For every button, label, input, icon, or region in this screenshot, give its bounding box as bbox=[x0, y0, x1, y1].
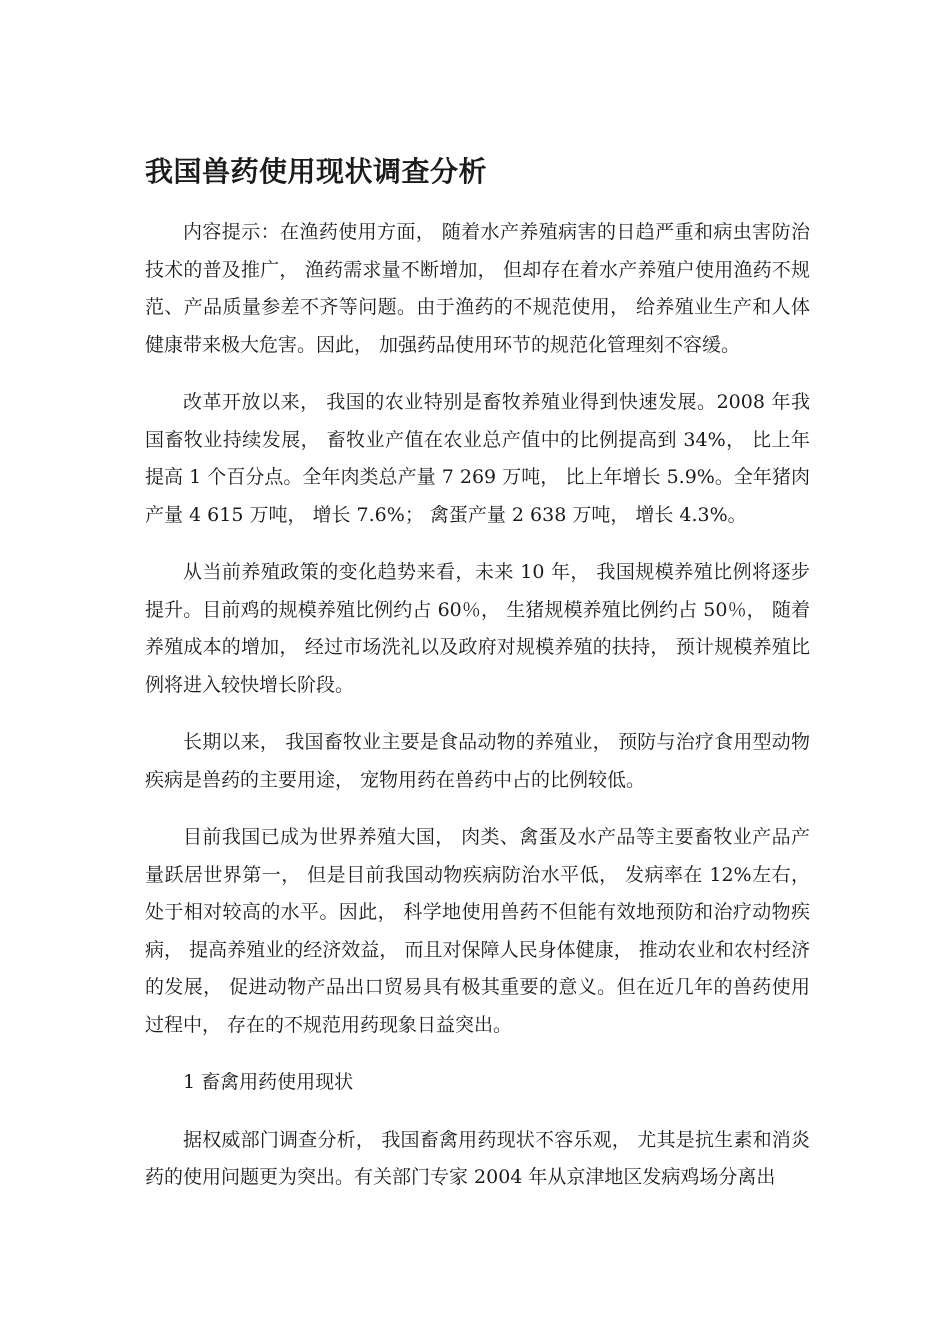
paragraph-longterm: 长期以来， 我国畜牧业主要是食品动物的养殖业， 预防与治疗食用型动物疾病是兽药的主要用途， 宠物用药在兽药中占的比例较低。 bbox=[145, 731, 810, 791]
document-page bbox=[145, 150, 810, 1217]
paragraph-reform: 改革开放以来， 我国的农业特别是畜牧养殖业得到快速发展。2008 年我国畜牧业持续发展， 畜牧业产值在农业总产值中的比例提高到 34%， 比上年提高 1 个百分点。全年肉类总产量 7 269 万吨， 比上年增长 5.9%。全年猪肉产量 4 615 万吨， 增长 7.6%； 禽蛋产量 2 638 万吨， 增长 4.3%。 bbox=[145, 391, 810, 526]
paragraph-summary: 内容提示：在渔药使用方面， 随着水产养殖病害的日趋严重和病虫害防治技术的普及推广， 渔药需求量不断增加， 但却存在着水产养殖户使用渔药不规范、产品质量参差不齐等问题。由于渔药的不规范使用， 给养殖业生产和人体健康带来极大危害。因此， 加强药品使用环节的规范化管理刻不容缓。 bbox=[145, 221, 810, 356]
paragraph-current: 目前我国已成为世界养殖大国， 肉类、禽蛋及水产品等主要畜牧业产品产量跃居世界第一， 但是目前我国动物疾病防治水平低， 发病率在 12%左右，处于相对较高的水平。因此， 科学地使用兽药不但能有效地预防和治疗动物疾病， 提高养殖业的经济效益， 而且对保障人民身体健康， 推动农业和农村经济的发展， 促进动物产品出口贸易具有极其重要的意义。但在近几年的兽药使用过程中， 存在的不规范用药现象日益突出。 bbox=[145, 826, 810, 1036]
paragraph-analysis: 据权威部门调查分析， 我国畜禽用药现状不容乐观， 尤其是抗生素和消炎药的使用问题更为突出。有关部门专家 2004 年从京津地区发病鸡场分离出 bbox=[145, 1128, 810, 1188]
section-heading: 1 畜禽用药使用现状 bbox=[183, 1071, 354, 1093]
document-title: 我国兽药使用现状调查分析 bbox=[145, 155, 488, 188]
paragraph-trend: 从当前养殖政策的变化趋势来看，未来 10 年， 我国规模养殖比例将逐步提升。目前鸡的规模养殖比例约占 60％， 生猪规模养殖比例约占 50％， 随着养殖成本的增加， 经过市场洗礼以及政府对规模养殖的扶持， 预计规模养殖比例将进入较快增长阶段。 bbox=[145, 561, 810, 696]
